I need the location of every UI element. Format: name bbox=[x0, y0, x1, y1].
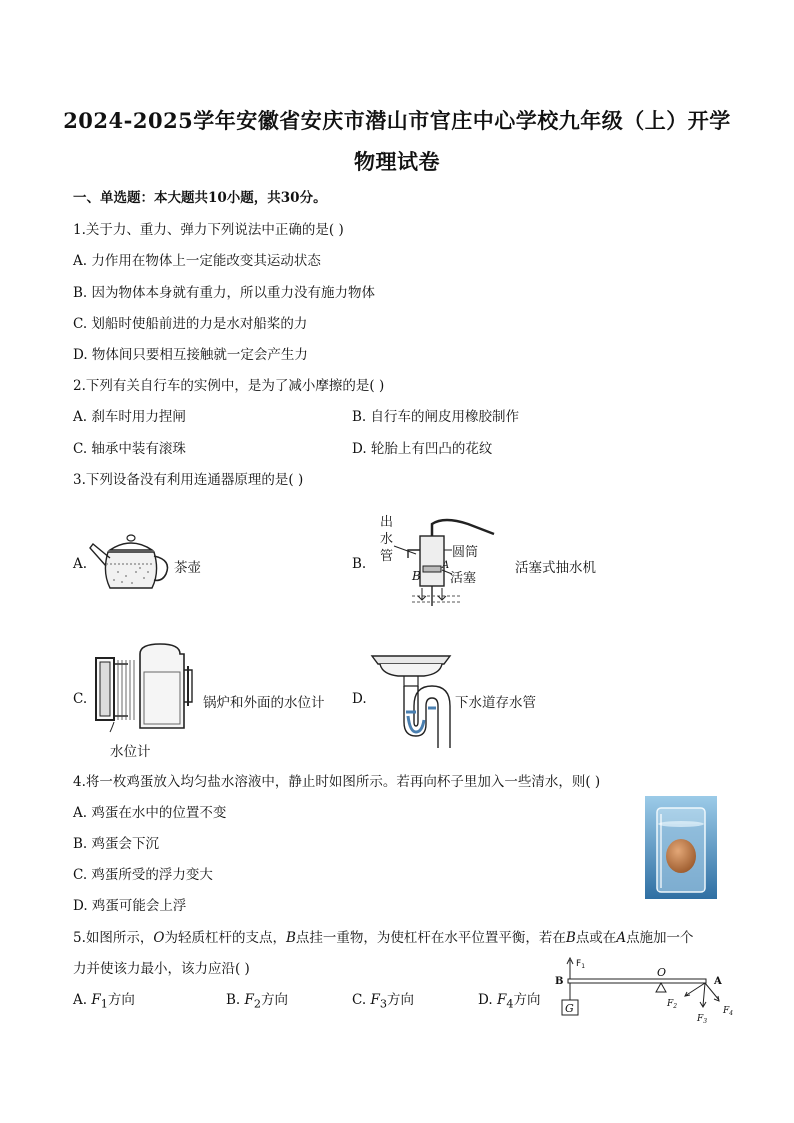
q3-option-a-letter: A. bbox=[73, 556, 88, 572]
q1-stem: 1.关于力、重力、弹力下列说法中正确的是( ) bbox=[73, 222, 344, 238]
section-heading: 一、单选题：本大题共10小题，共30分。 bbox=[73, 190, 327, 206]
q5-option-c-var: F bbox=[370, 992, 380, 1008]
pump-figure bbox=[372, 510, 512, 612]
teapot-figure bbox=[88, 528, 174, 596]
q5-var-a: A bbox=[616, 930, 627, 946]
q5-stem-mid2: 点挂一重物，为使杠杆在水平位置平衡，若在 bbox=[295, 930, 566, 946]
q5-option-b bbox=[226, 988, 288, 1011]
pump-label-shui: 水 bbox=[380, 532, 394, 547]
q5-stem-line2: 力并使该力最小，该力应沿( ) bbox=[73, 961, 250, 977]
q2-stem: 2.下列有关自行车的实例中，是为了减小摩擦的是( ) bbox=[73, 378, 385, 394]
q2-option-c: C. 轴承中装有滚珠 bbox=[73, 441, 186, 457]
exam-title-line2: 物理试卷 bbox=[354, 149, 440, 174]
q5-stem-post: 点施加一个 bbox=[626, 930, 694, 946]
pump-label-a: A bbox=[442, 560, 450, 571]
q5-var-b: B bbox=[285, 930, 296, 946]
q3-option-b-letter: B. bbox=[352, 556, 367, 572]
q5-option-d-sub: 4 bbox=[506, 997, 514, 1011]
q5-option-a-var: F bbox=[91, 992, 101, 1008]
q3-option-c-label: 锅炉和外面的水位计 bbox=[203, 695, 325, 711]
lever-figure bbox=[553, 952, 743, 1028]
q4-option-a: A. 鸡蛋在水中的位置不变 bbox=[73, 805, 227, 821]
pump-label-guan: 管 bbox=[380, 549, 394, 564]
lever-f4: $F_4$ bbox=[723, 1006, 734, 1017]
drain-trap-figure bbox=[368, 650, 454, 748]
q5-stem-mid3: 点或在 bbox=[575, 930, 617, 946]
q1-option-a: A. 力作用在物体上一定能改变其运动状态 bbox=[73, 253, 321, 269]
q5-option-c-prefix: C. bbox=[352, 992, 371, 1008]
q5-var-o: O bbox=[153, 930, 165, 946]
lever-g: G bbox=[565, 1002, 574, 1015]
q3-option-b-label: 活塞式抽水机 bbox=[515, 560, 596, 576]
pump-label-huosai: 活塞 bbox=[450, 571, 477, 586]
q4-option-c: C. 鸡蛋所受的浮力变大 bbox=[73, 867, 213, 883]
q5-option-d-var: F bbox=[496, 992, 507, 1008]
q5-option-a bbox=[73, 988, 135, 1011]
q1-option-b: B. 因为物体本身就有重力，所以重力没有施力物体 bbox=[73, 285, 376, 301]
exam-title-line1: 2024-2025学年安徽省安庆市潜山市官庄中心学校九年级（上）开学 bbox=[63, 108, 731, 133]
q5-option-d-prefix: D. bbox=[478, 992, 497, 1008]
lever-b: B bbox=[555, 976, 564, 987]
q5-option-c bbox=[352, 988, 414, 1011]
q4-stem: 4.将一枚鸡蛋放入均匀盐水溶液中，静止时如图所示。若再向杯子里加入一些清水，则( ) bbox=[73, 774, 601, 790]
pump-label-b: B bbox=[412, 569, 421, 583]
q2-option-b: B. 自行车的闸皮用橡胶制作 bbox=[352, 409, 520, 425]
boiler-gauge-label: 水位计 bbox=[110, 744, 151, 760]
q3-option-c-letter: C. bbox=[73, 691, 88, 707]
q5-option-a-sub: 1 bbox=[100, 997, 108, 1011]
q3-stem: 3.下列设备没有利用连通器原理的是( ) bbox=[73, 472, 304, 488]
q5-option-c-suffix: 方向 bbox=[386, 992, 414, 1008]
q5-stem-mid: 为轻质杠杆的支点， bbox=[164, 930, 286, 946]
q5-option-b-var: F bbox=[244, 992, 254, 1008]
q5-option-a-prefix: A. bbox=[73, 992, 92, 1008]
pump-label-chu: 出 bbox=[380, 515, 394, 530]
q2-option-a: A. 刹车时用力捏闸 bbox=[73, 409, 186, 425]
lever-f1: $F_1$ bbox=[576, 959, 586, 970]
q5-stem-pre: 5.如图所示， bbox=[73, 930, 154, 946]
q5-option-b-suffix: 方向 bbox=[261, 992, 289, 1008]
lever-f3: $F_3$ bbox=[697, 1014, 708, 1025]
pump-label-yuantong: 圆筒 bbox=[452, 545, 479, 560]
q5-var-b2: B bbox=[565, 930, 576, 946]
q5-option-a-suffix: 方向 bbox=[107, 992, 135, 1008]
egg-in-water-photo bbox=[645, 796, 717, 899]
q2-option-d: D. 轮胎上有凹凸的花纹 bbox=[352, 441, 493, 457]
q5-option-c-sub: 3 bbox=[379, 997, 387, 1011]
lever-a: A bbox=[714, 976, 722, 987]
q5-option-d bbox=[478, 988, 540, 1011]
q5-option-b-prefix: B. bbox=[226, 992, 245, 1008]
q5-option-d-suffix: 方向 bbox=[513, 992, 541, 1008]
q4-option-b: B. 鸡蛋会下沉 bbox=[73, 836, 160, 852]
lever-o: O bbox=[657, 966, 667, 979]
lever-f2: $F_2$ bbox=[667, 999, 678, 1010]
q4-option-d: D. 鸡蛋可能会上浮 bbox=[73, 898, 187, 914]
q3-option-a-label: 茶壶 bbox=[174, 560, 201, 576]
q1-option-d: D. 物体间只要相互接触就一定会产生力 bbox=[73, 347, 308, 363]
q5-option-b-sub: 2 bbox=[253, 997, 262, 1011]
q5-stem-line1 bbox=[73, 926, 694, 946]
q1-option-c: C. 划船时使船前进的力是水对船桨的力 bbox=[73, 316, 308, 332]
boiler-figure bbox=[88, 642, 200, 742]
q3-option-d-letter: D. bbox=[352, 691, 367, 707]
q3-option-d-label: 下水道存水管 bbox=[455, 695, 536, 711]
